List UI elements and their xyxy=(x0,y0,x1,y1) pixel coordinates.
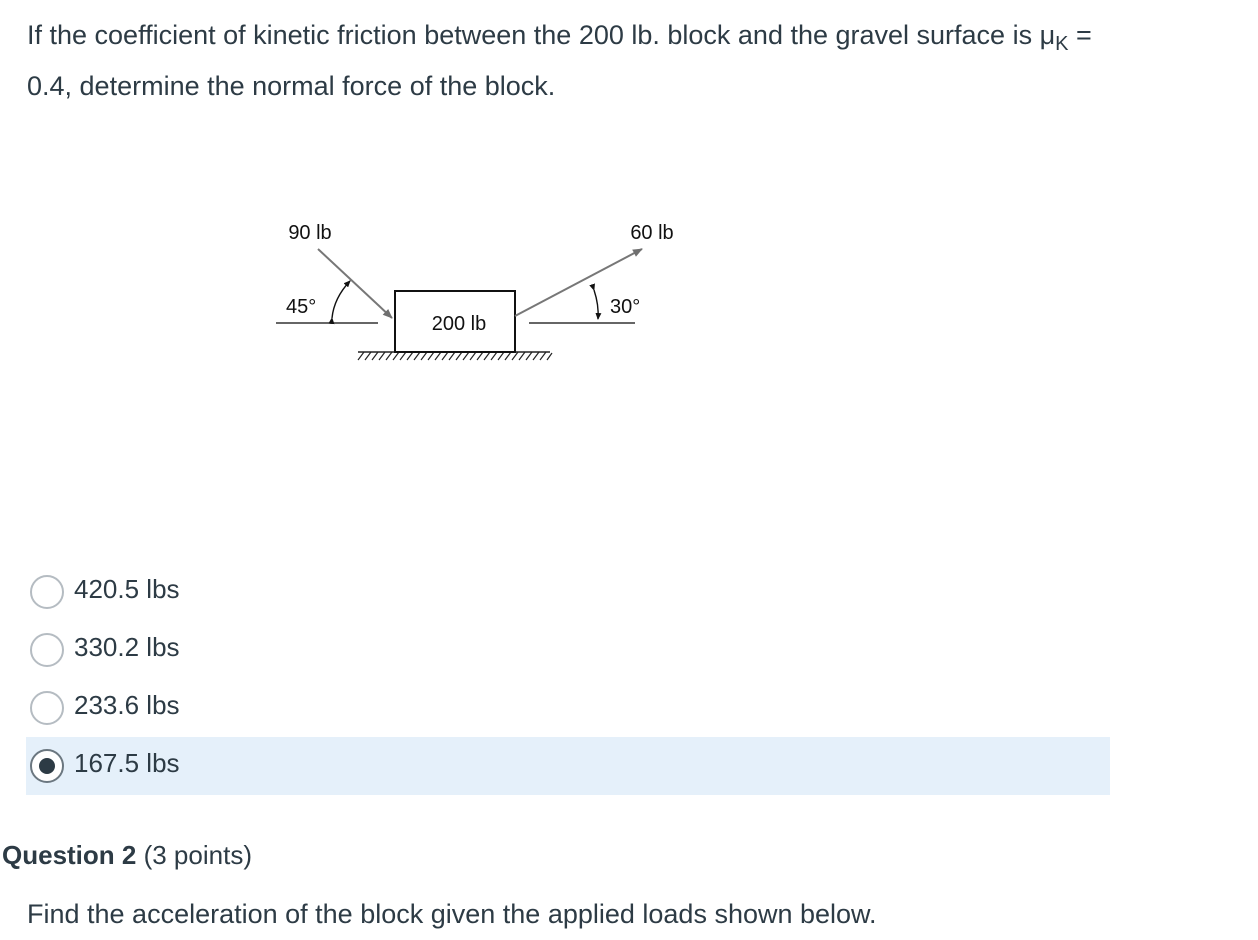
question-2-text: Find the acceleration of the block given the applied loads shown below. xyxy=(27,899,877,929)
block-label: 200 lb xyxy=(431,313,487,335)
answer-option-2[interactable] xyxy=(26,621,1110,679)
force-left-arrow xyxy=(318,249,392,318)
radio-button[interactable] xyxy=(30,575,64,609)
answer-option-3[interactable] xyxy=(26,679,1110,737)
force-right-angle: 30° xyxy=(610,296,641,318)
question-2-header xyxy=(2,840,252,871)
answer-label: 420.5 lbs xyxy=(74,573,180,604)
answer-label: 167.5 lbs xyxy=(74,747,180,778)
radio-button[interactable] xyxy=(30,691,64,725)
angle-arc-left xyxy=(332,281,350,318)
mu-symbol: μ xyxy=(1039,20,1056,50)
force-right-label: 60 lb xyxy=(630,222,674,244)
question-2-points: (3 points) xyxy=(143,840,252,870)
ground-hatching xyxy=(358,352,552,360)
mu-subscript: K xyxy=(1055,33,1069,55)
answer-label: 233.6 lbs xyxy=(74,689,180,720)
question-2-title: Question 2 xyxy=(2,840,137,870)
force-left-label: 90 lb xyxy=(288,222,332,244)
question-1-text-after: = 0.4, determine the normal force of the block. xyxy=(27,20,1092,101)
answer-label: 330.2 lbs xyxy=(74,631,180,662)
answer-list xyxy=(26,563,1110,795)
radio-button-selected[interactable] xyxy=(30,749,64,783)
answer-option-4[interactable] xyxy=(26,737,1110,795)
question-1-text-before: If the coefficient of kinetic friction between the 200 lb. block and the gravel surface is xyxy=(27,20,1040,50)
force-left-angle: 45° xyxy=(286,296,317,318)
radio-button[interactable] xyxy=(30,633,64,667)
answer-option-1[interactable] xyxy=(26,563,1110,621)
angle-arc-right xyxy=(594,290,598,319)
